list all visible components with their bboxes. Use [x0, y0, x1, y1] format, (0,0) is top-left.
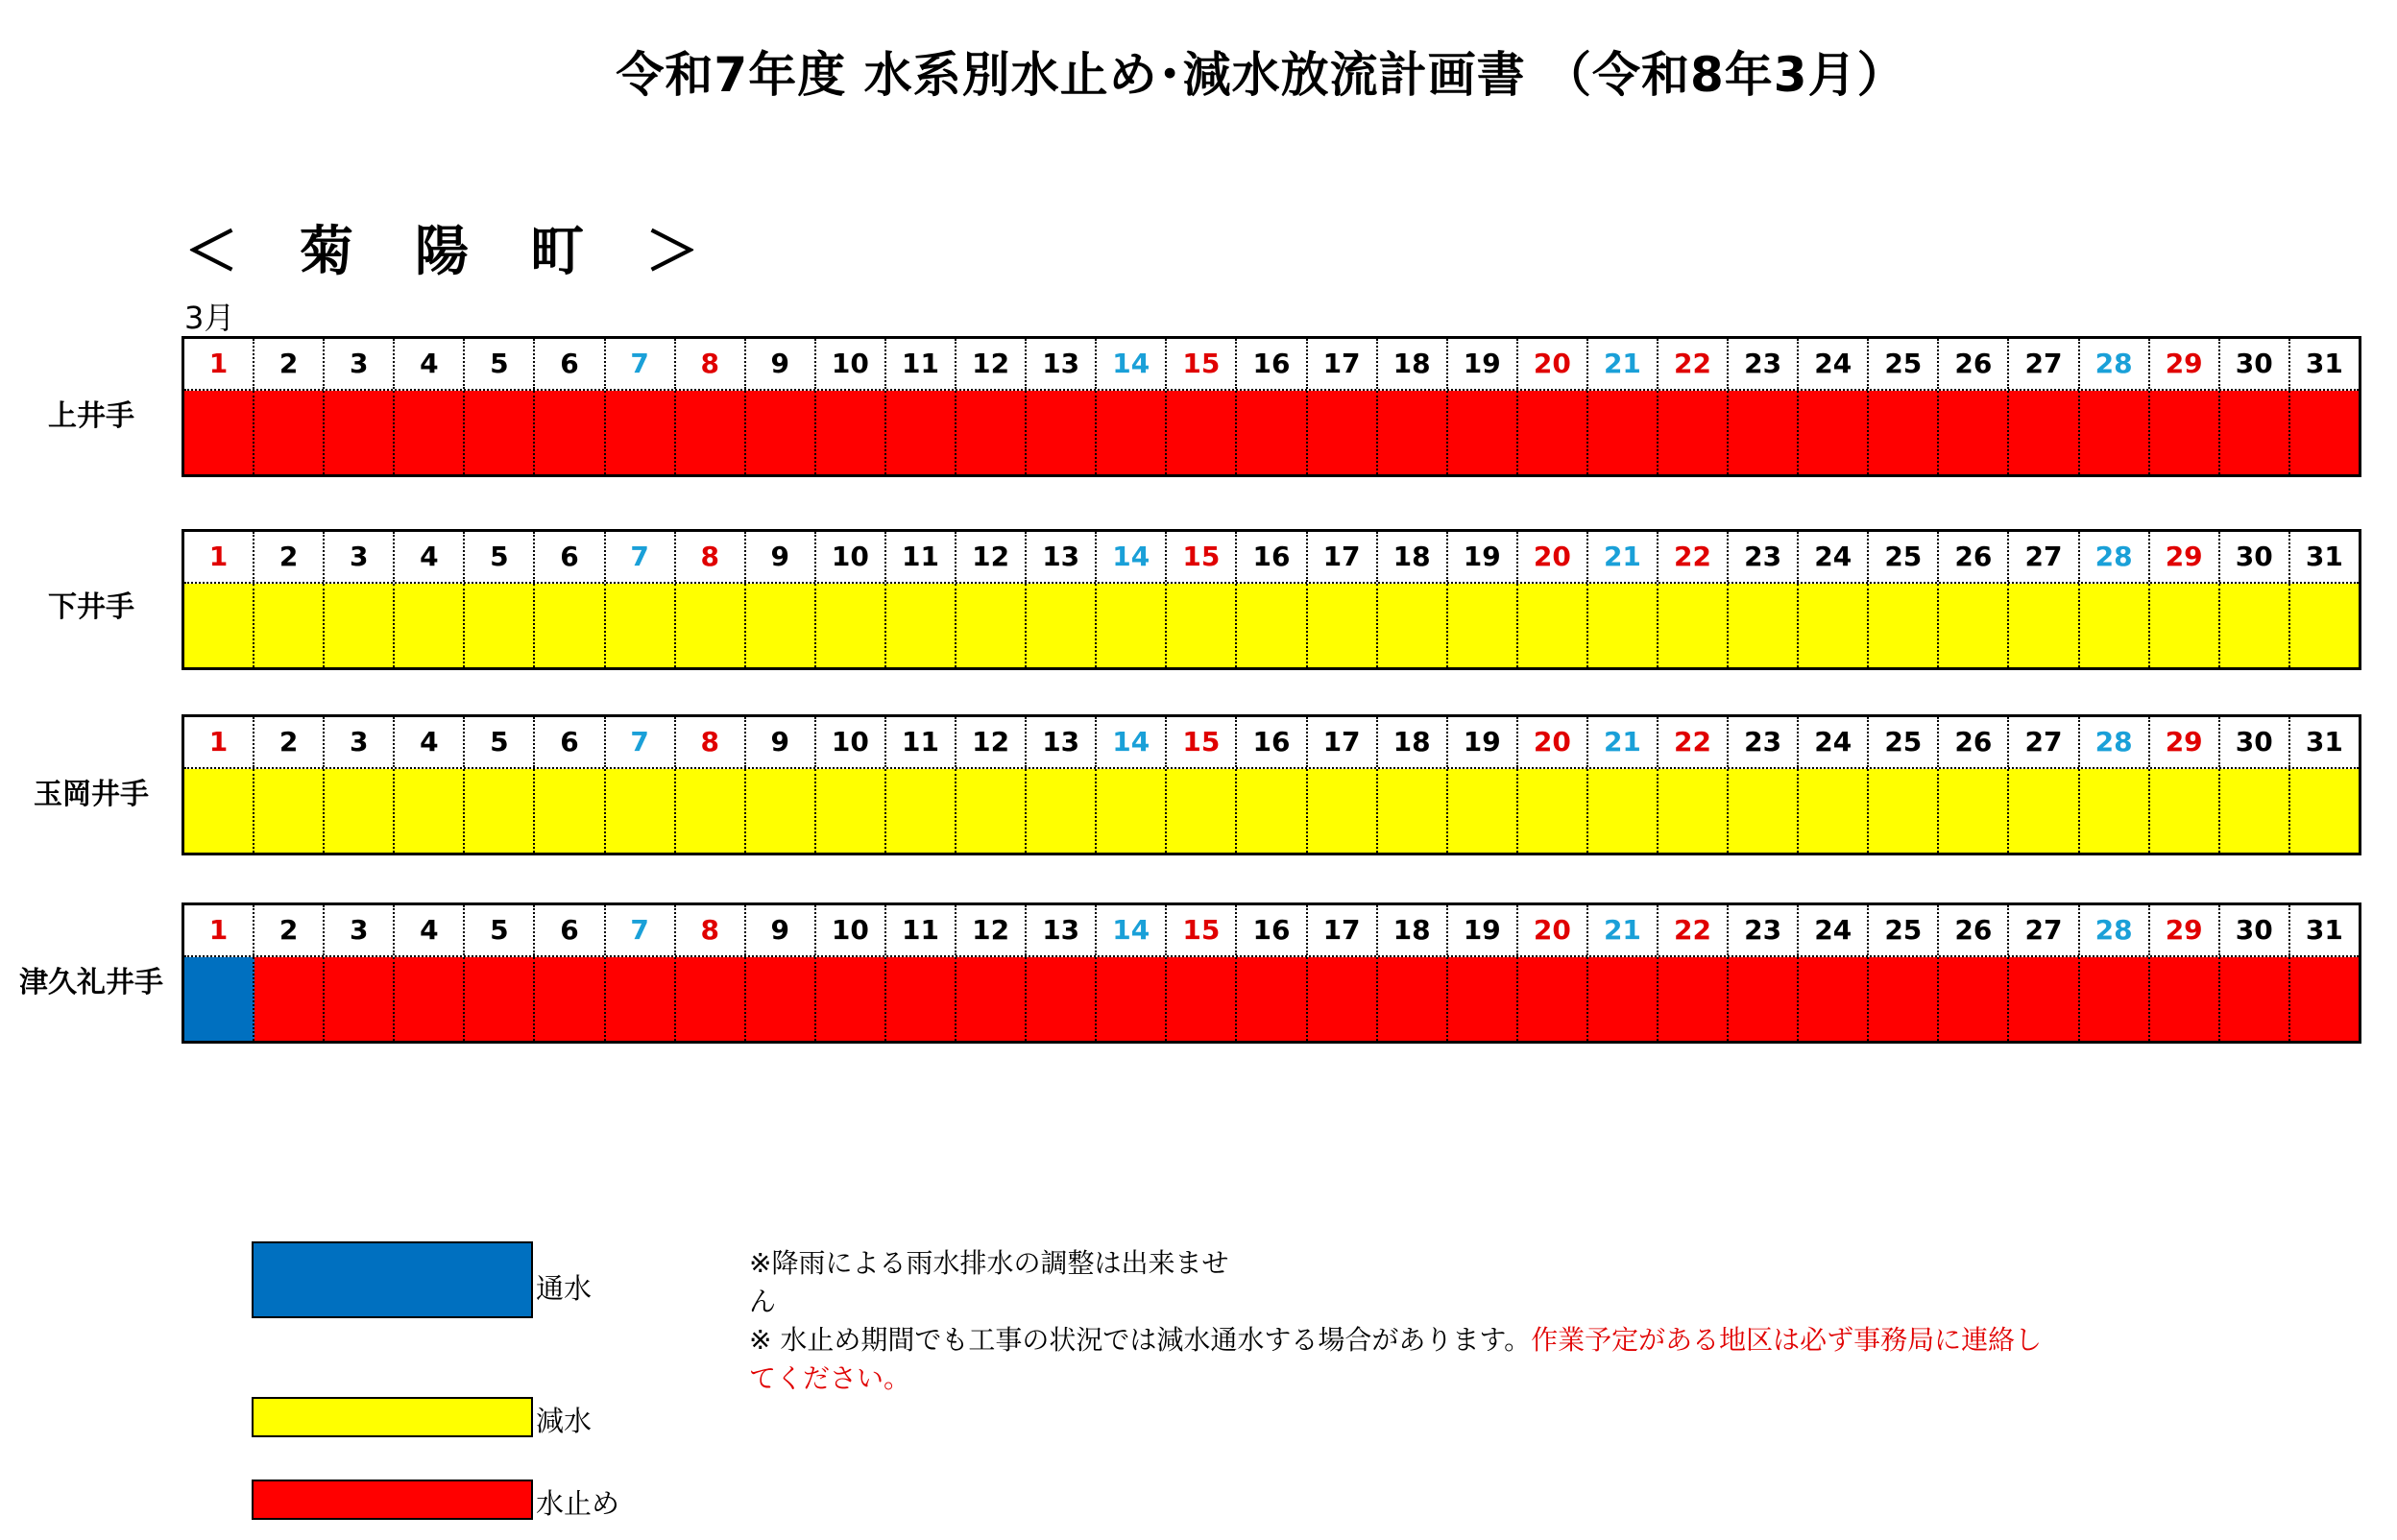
- day-number: 19: [1448, 905, 1518, 955]
- schedule-cell: [2080, 957, 2150, 1041]
- day-number: 10: [816, 717, 886, 767]
- day-number: 31: [2305, 348, 2343, 379]
- schedule-cell: [2290, 584, 2359, 667]
- schedule-cell: [2080, 769, 2150, 853]
- day-number: 28: [2080, 905, 2150, 955]
- day-number: 22: [1659, 339, 1729, 389]
- schedule-cell: [2150, 769, 2220, 853]
- schedule-cell: [1799, 584, 1869, 667]
- day-number: 28: [2080, 532, 2150, 582]
- day-number: 15: [1167, 339, 1237, 389]
- day-number: 28: [2080, 339, 2150, 389]
- day-number: 7: [606, 905, 676, 955]
- day-number: 18: [1378, 339, 1448, 389]
- day-number: 3: [325, 717, 395, 767]
- schedule-cell: [606, 391, 676, 474]
- day-number: 16: [1237, 905, 1307, 955]
- day-header: [184, 905, 2359, 957]
- day-number: 22: [1659, 532, 1729, 582]
- row-label: 下井手: [48, 590, 134, 624]
- schedule-cell: [1308, 584, 1378, 667]
- day-number: 3: [325, 905, 395, 955]
- schedule-cell: [1308, 769, 1378, 853]
- schedule-bars: [184, 584, 2359, 667]
- day-number: 29: [2150, 905, 2220, 955]
- calendar-row: [182, 902, 2361, 1044]
- schedule-cell: [1027, 769, 1097, 853]
- schedule-cell: [2150, 584, 2220, 667]
- day-number: 4: [395, 532, 465, 582]
- note-line: [749, 1321, 2042, 1360]
- schedule-cell: [886, 957, 956, 1041]
- day-number: 25: [1869, 339, 1939, 389]
- schedule-cell: [395, 391, 465, 474]
- day-number: 15: [1167, 532, 1237, 582]
- day-number: 3: [325, 339, 395, 389]
- day-number: 4: [395, 339, 465, 389]
- day-number: 7: [606, 532, 676, 582]
- schedule-cell: [606, 769, 676, 853]
- day-number: 30: [2220, 532, 2290, 582]
- day-number: 19: [1448, 339, 1518, 389]
- schedule-cell: [2009, 769, 2079, 853]
- schedule-cell: [2290, 769, 2359, 853]
- note-line: ※降雨による雨水排水の調整は出来ませ: [749, 1247, 1229, 1279]
- schedule-cell: [1167, 957, 1237, 1041]
- schedule-cell: [254, 584, 325, 667]
- day-number: 10: [816, 905, 886, 955]
- schedule-cell: [1448, 769, 1518, 853]
- calendar-row: [182, 529, 2361, 670]
- schedule-cell: [535, 769, 605, 853]
- day-header: [184, 532, 2359, 584]
- schedule-cell: [1939, 584, 2009, 667]
- schedule-cell: [1659, 769, 1729, 853]
- day-number: 9: [746, 905, 816, 955]
- day-number: 23: [1729, 717, 1799, 767]
- schedule-cell: [1939, 769, 2009, 853]
- schedule-cell: [1237, 584, 1307, 667]
- schedule-cell: [1167, 584, 1237, 667]
- day-number: 21: [1588, 905, 1659, 955]
- day-number: 5: [465, 532, 535, 582]
- month-label: 3月: [184, 300, 235, 336]
- day-number: 8: [676, 532, 746, 582]
- schedule-cell: [676, 391, 746, 474]
- day-number: 4: [395, 905, 465, 955]
- schedule-cell: [2220, 584, 2290, 667]
- schedule-cell: [2009, 957, 2079, 1041]
- schedule-cell: [2290, 391, 2359, 474]
- area-heading: ＜ 菊 陽 町 ＞: [184, 221, 703, 283]
- schedule-cell: [465, 391, 535, 474]
- day-number: 11: [886, 905, 956, 955]
- schedule-cell: [1167, 391, 1237, 474]
- document-title: 令和7年度 水系別水止め･減水放流計画書 （令和8年3月）: [616, 47, 1906, 103]
- day-number: 6: [535, 532, 605, 582]
- day-number: 20: [1518, 339, 1588, 389]
- schedule-cell: [1518, 769, 1588, 853]
- schedule-cell: [254, 769, 325, 853]
- schedule-cell: [1518, 584, 1588, 667]
- schedule-cell: [2009, 391, 2079, 474]
- schedule-cell: [956, 391, 1027, 474]
- day-number: 20: [1518, 905, 1588, 955]
- schedule-cell: [395, 769, 465, 853]
- schedule-cell: [816, 391, 886, 474]
- legend-swatch: [252, 1241, 533, 1318]
- schedule-cell: [1588, 769, 1659, 853]
- day-number: 28: [2080, 717, 2150, 767]
- calendar-row: [182, 714, 2361, 855]
- day-number: 13: [1027, 905, 1097, 955]
- day-number: 18: [1378, 532, 1448, 582]
- schedule-cell: [1869, 584, 1939, 667]
- day-number: 23: [1729, 905, 1799, 955]
- day-number: 10: [816, 532, 886, 582]
- schedule-cell: [535, 584, 605, 667]
- schedule-cell: [746, 584, 816, 667]
- schedule-cell: [2290, 957, 2359, 1041]
- day-number: 23: [1729, 532, 1799, 582]
- day-number: 7: [606, 717, 676, 767]
- day-number: 31: [2305, 914, 2343, 946]
- day-number: 24: [1799, 339, 1869, 389]
- schedule-cell: [325, 584, 395, 667]
- day-number: 13: [1027, 532, 1097, 582]
- day-number: 29: [2150, 339, 2220, 389]
- day-number: 25: [1869, 532, 1939, 582]
- schedule-cell: [1378, 391, 1448, 474]
- day-number: 26: [1939, 717, 2009, 767]
- schedule-cell: [1448, 957, 1518, 1041]
- note-line-warning: てください。: [749, 1362, 911, 1394]
- schedule-bars: [184, 957, 2359, 1041]
- schedule-cell: [886, 584, 956, 667]
- legend-label: 通水: [536, 1272, 593, 1305]
- day-number: 8: [676, 339, 746, 389]
- day-number: 8: [676, 717, 746, 767]
- schedule-cell: [1518, 391, 1588, 474]
- note-text: ※ 水止め期間でも工事の状況では減水通水する場合があります。: [749, 1324, 1532, 1356]
- day-number: 1: [184, 532, 254, 582]
- day-number: 16: [1237, 717, 1307, 767]
- schedule-cell: [254, 957, 325, 1041]
- legend-label: 減水: [536, 1405, 593, 1437]
- row-label: 上井手: [48, 399, 134, 433]
- day-number: 22: [1659, 717, 1729, 767]
- day-number: 22: [1659, 905, 1729, 955]
- schedule-cell: [676, 584, 746, 667]
- schedule-bars: [184, 391, 2359, 474]
- schedule-cell: [1729, 584, 1799, 667]
- day-number: 4: [395, 717, 465, 767]
- legend-label: 水止め: [536, 1487, 620, 1520]
- schedule-cell: [1588, 584, 1659, 667]
- day-number: 11: [886, 717, 956, 767]
- schedule-cell: [1167, 769, 1237, 853]
- day-header: [184, 339, 2359, 391]
- schedule-cell: [1799, 391, 1869, 474]
- day-number: 6: [535, 717, 605, 767]
- day-number: 1: [184, 717, 254, 767]
- schedule-cell: [1588, 957, 1659, 1041]
- schedule-cell: [1659, 584, 1729, 667]
- schedule-cell: [2220, 769, 2290, 853]
- day-number: 9: [746, 339, 816, 389]
- schedule-cell: [816, 957, 886, 1041]
- schedule-cell: [886, 391, 956, 474]
- schedule-cell: [606, 584, 676, 667]
- day-number: 7: [606, 339, 676, 389]
- day-number: 12: [956, 339, 1027, 389]
- schedule-cell: [746, 957, 816, 1041]
- day-number: 27: [2009, 339, 2079, 389]
- day-number: 17: [1308, 339, 1378, 389]
- schedule-cell: [1729, 769, 1799, 853]
- day-number: 25: [1869, 717, 1939, 767]
- day-header: [184, 717, 2359, 769]
- day-number: 1: [184, 339, 254, 389]
- day-number: 11: [886, 339, 956, 389]
- day-number: 5: [465, 339, 535, 389]
- day-number: 30: [2220, 717, 2290, 767]
- day-number: 24: [1799, 532, 1869, 582]
- schedule-bars: [184, 769, 2359, 853]
- schedule-cell: [1869, 957, 1939, 1041]
- schedule-cell: [1378, 957, 1448, 1041]
- day-number: 15: [1167, 905, 1237, 955]
- schedule-cell: [2080, 391, 2150, 474]
- schedule-cell: [1799, 957, 1869, 1041]
- day-number: 1: [184, 905, 254, 955]
- day-number: 27: [2009, 532, 2079, 582]
- day-number: 16: [1237, 339, 1307, 389]
- day-number: 24: [1799, 905, 1869, 955]
- schedule-cell: [2080, 584, 2150, 667]
- schedule-cell: [746, 391, 816, 474]
- schedule-cell: [1378, 769, 1448, 853]
- schedule-cell: [1729, 391, 1799, 474]
- day-number: 21: [1588, 717, 1659, 767]
- schedule-cell: [2150, 391, 2220, 474]
- schedule-cell: [254, 391, 325, 474]
- schedule-cell: [1027, 391, 1097, 474]
- day-number: 15: [1167, 717, 1237, 767]
- schedule-cell: [535, 957, 605, 1041]
- day-number: 13: [1027, 339, 1097, 389]
- day-number: 5: [465, 717, 535, 767]
- schedule-cell: [465, 957, 535, 1041]
- schedule-cell: [956, 769, 1027, 853]
- day-number: 23: [1729, 339, 1799, 389]
- schedule-cell: [2150, 957, 2220, 1041]
- day-number: 9: [746, 717, 816, 767]
- schedule-cell: [1308, 957, 1378, 1041]
- schedule-cell: [1237, 769, 1307, 853]
- schedule-cell: [1097, 957, 1167, 1041]
- schedule-cell: [956, 957, 1027, 1041]
- schedule-cell: [325, 391, 395, 474]
- day-number: 14: [1097, 532, 1167, 582]
- schedule-cell: [816, 584, 886, 667]
- day-number: 10: [816, 339, 886, 389]
- schedule-cell: [1097, 391, 1167, 474]
- legend-swatch: [252, 1480, 533, 1520]
- schedule-cell: [1308, 391, 1378, 474]
- schedule-cell: [816, 769, 886, 853]
- day-number: 2: [254, 532, 325, 582]
- day-number: 9: [746, 532, 816, 582]
- day-number: 20: [1518, 532, 1588, 582]
- day-number: 18: [1378, 717, 1448, 767]
- schedule-cell: [956, 584, 1027, 667]
- day-number: 8: [676, 905, 746, 955]
- schedule-cell: [1378, 584, 1448, 667]
- schedule-cell: [2220, 391, 2290, 474]
- schedule-cell: [1518, 957, 1588, 1041]
- schedule-cell: [1448, 391, 1518, 474]
- schedule-cell: [746, 769, 816, 853]
- day-number: 17: [1308, 532, 1378, 582]
- day-number: 6: [535, 339, 605, 389]
- day-number: 21: [1588, 339, 1659, 389]
- day-number: 25: [1869, 905, 1939, 955]
- day-number: 11: [886, 532, 956, 582]
- schedule-cell: [606, 957, 676, 1041]
- schedule-cell: [1097, 769, 1167, 853]
- schedule-cell: [1237, 957, 1307, 1041]
- day-number: 6: [535, 905, 605, 955]
- day-number: 3: [325, 532, 395, 582]
- legend-swatch: [252, 1397, 533, 1437]
- row-label: 玉岡井手: [34, 778, 149, 811]
- day-number: 19: [1448, 717, 1518, 767]
- schedule-cell: [184, 769, 254, 853]
- schedule-cell: [1027, 584, 1097, 667]
- note-text-warning: 作業予定がある地区は必ず事務局に連絡し: [1531, 1324, 2043, 1356]
- day-number: 31: [2305, 541, 2343, 572]
- schedule-cell: [1588, 391, 1659, 474]
- schedule-cell: [1869, 391, 1939, 474]
- day-number: 19: [1448, 532, 1518, 582]
- schedule-cell: [325, 769, 395, 853]
- day-number: 21: [1588, 532, 1659, 582]
- schedule-cell: [1027, 957, 1097, 1041]
- schedule-cell: [465, 769, 535, 853]
- day-number: 27: [2009, 905, 2079, 955]
- day-number: 14: [1097, 905, 1167, 955]
- schedule-cell: [1237, 391, 1307, 474]
- schedule-cell: [184, 584, 254, 667]
- day-number: 26: [1939, 532, 2009, 582]
- day-number: 26: [1939, 905, 2009, 955]
- day-number: 14: [1097, 339, 1167, 389]
- day-number: 12: [956, 905, 1027, 955]
- day-number: 24: [1799, 717, 1869, 767]
- day-number: 2: [254, 339, 325, 389]
- schedule-cell: [676, 957, 746, 1041]
- day-number: 5: [465, 905, 535, 955]
- schedule-cell: [184, 957, 254, 1041]
- calendar-row: [182, 336, 2361, 477]
- schedule-cell: [325, 957, 395, 1041]
- schedule-cell: [1939, 957, 2009, 1041]
- day-number: 2: [254, 905, 325, 955]
- schedule-cell: [465, 584, 535, 667]
- day-number: 31: [2305, 726, 2343, 758]
- schedule-cell: [1939, 391, 2009, 474]
- schedule-cell: [2220, 957, 2290, 1041]
- day-number: 20: [1518, 717, 1588, 767]
- day-number: 18: [1378, 905, 1448, 955]
- day-number: 17: [1308, 717, 1378, 767]
- day-number: 29: [2150, 532, 2220, 582]
- day-number: 13: [1027, 717, 1097, 767]
- day-number: 12: [956, 532, 1027, 582]
- day-number: 30: [2220, 905, 2290, 955]
- day-number: 2: [254, 717, 325, 767]
- day-number: 29: [2150, 717, 2220, 767]
- day-number: 12: [956, 717, 1027, 767]
- schedule-cell: [886, 769, 956, 853]
- day-number: 30: [2220, 339, 2290, 389]
- schedule-cell: [395, 584, 465, 667]
- schedule-cell: [676, 769, 746, 853]
- schedule-cell: [1659, 391, 1729, 474]
- schedule-cell: [1729, 957, 1799, 1041]
- schedule-cell: [1448, 584, 1518, 667]
- schedule-cell: [2009, 584, 2079, 667]
- day-number: 16: [1237, 532, 1307, 582]
- day-number: 14: [1097, 717, 1167, 767]
- day-number: 27: [2009, 717, 2079, 767]
- schedule-cell: [395, 957, 465, 1041]
- row-label: 津久礼井手: [19, 966, 163, 999]
- day-number: 26: [1939, 339, 2009, 389]
- schedule-cell: [1869, 769, 1939, 853]
- schedule-cell: [1799, 769, 1869, 853]
- note-line: ん: [749, 1286, 777, 1317]
- schedule-cell: [184, 391, 254, 474]
- schedule-cell: [535, 391, 605, 474]
- schedule-cell: [1659, 957, 1729, 1041]
- schedule-cell: [1097, 584, 1167, 667]
- day-number: 17: [1308, 905, 1378, 955]
